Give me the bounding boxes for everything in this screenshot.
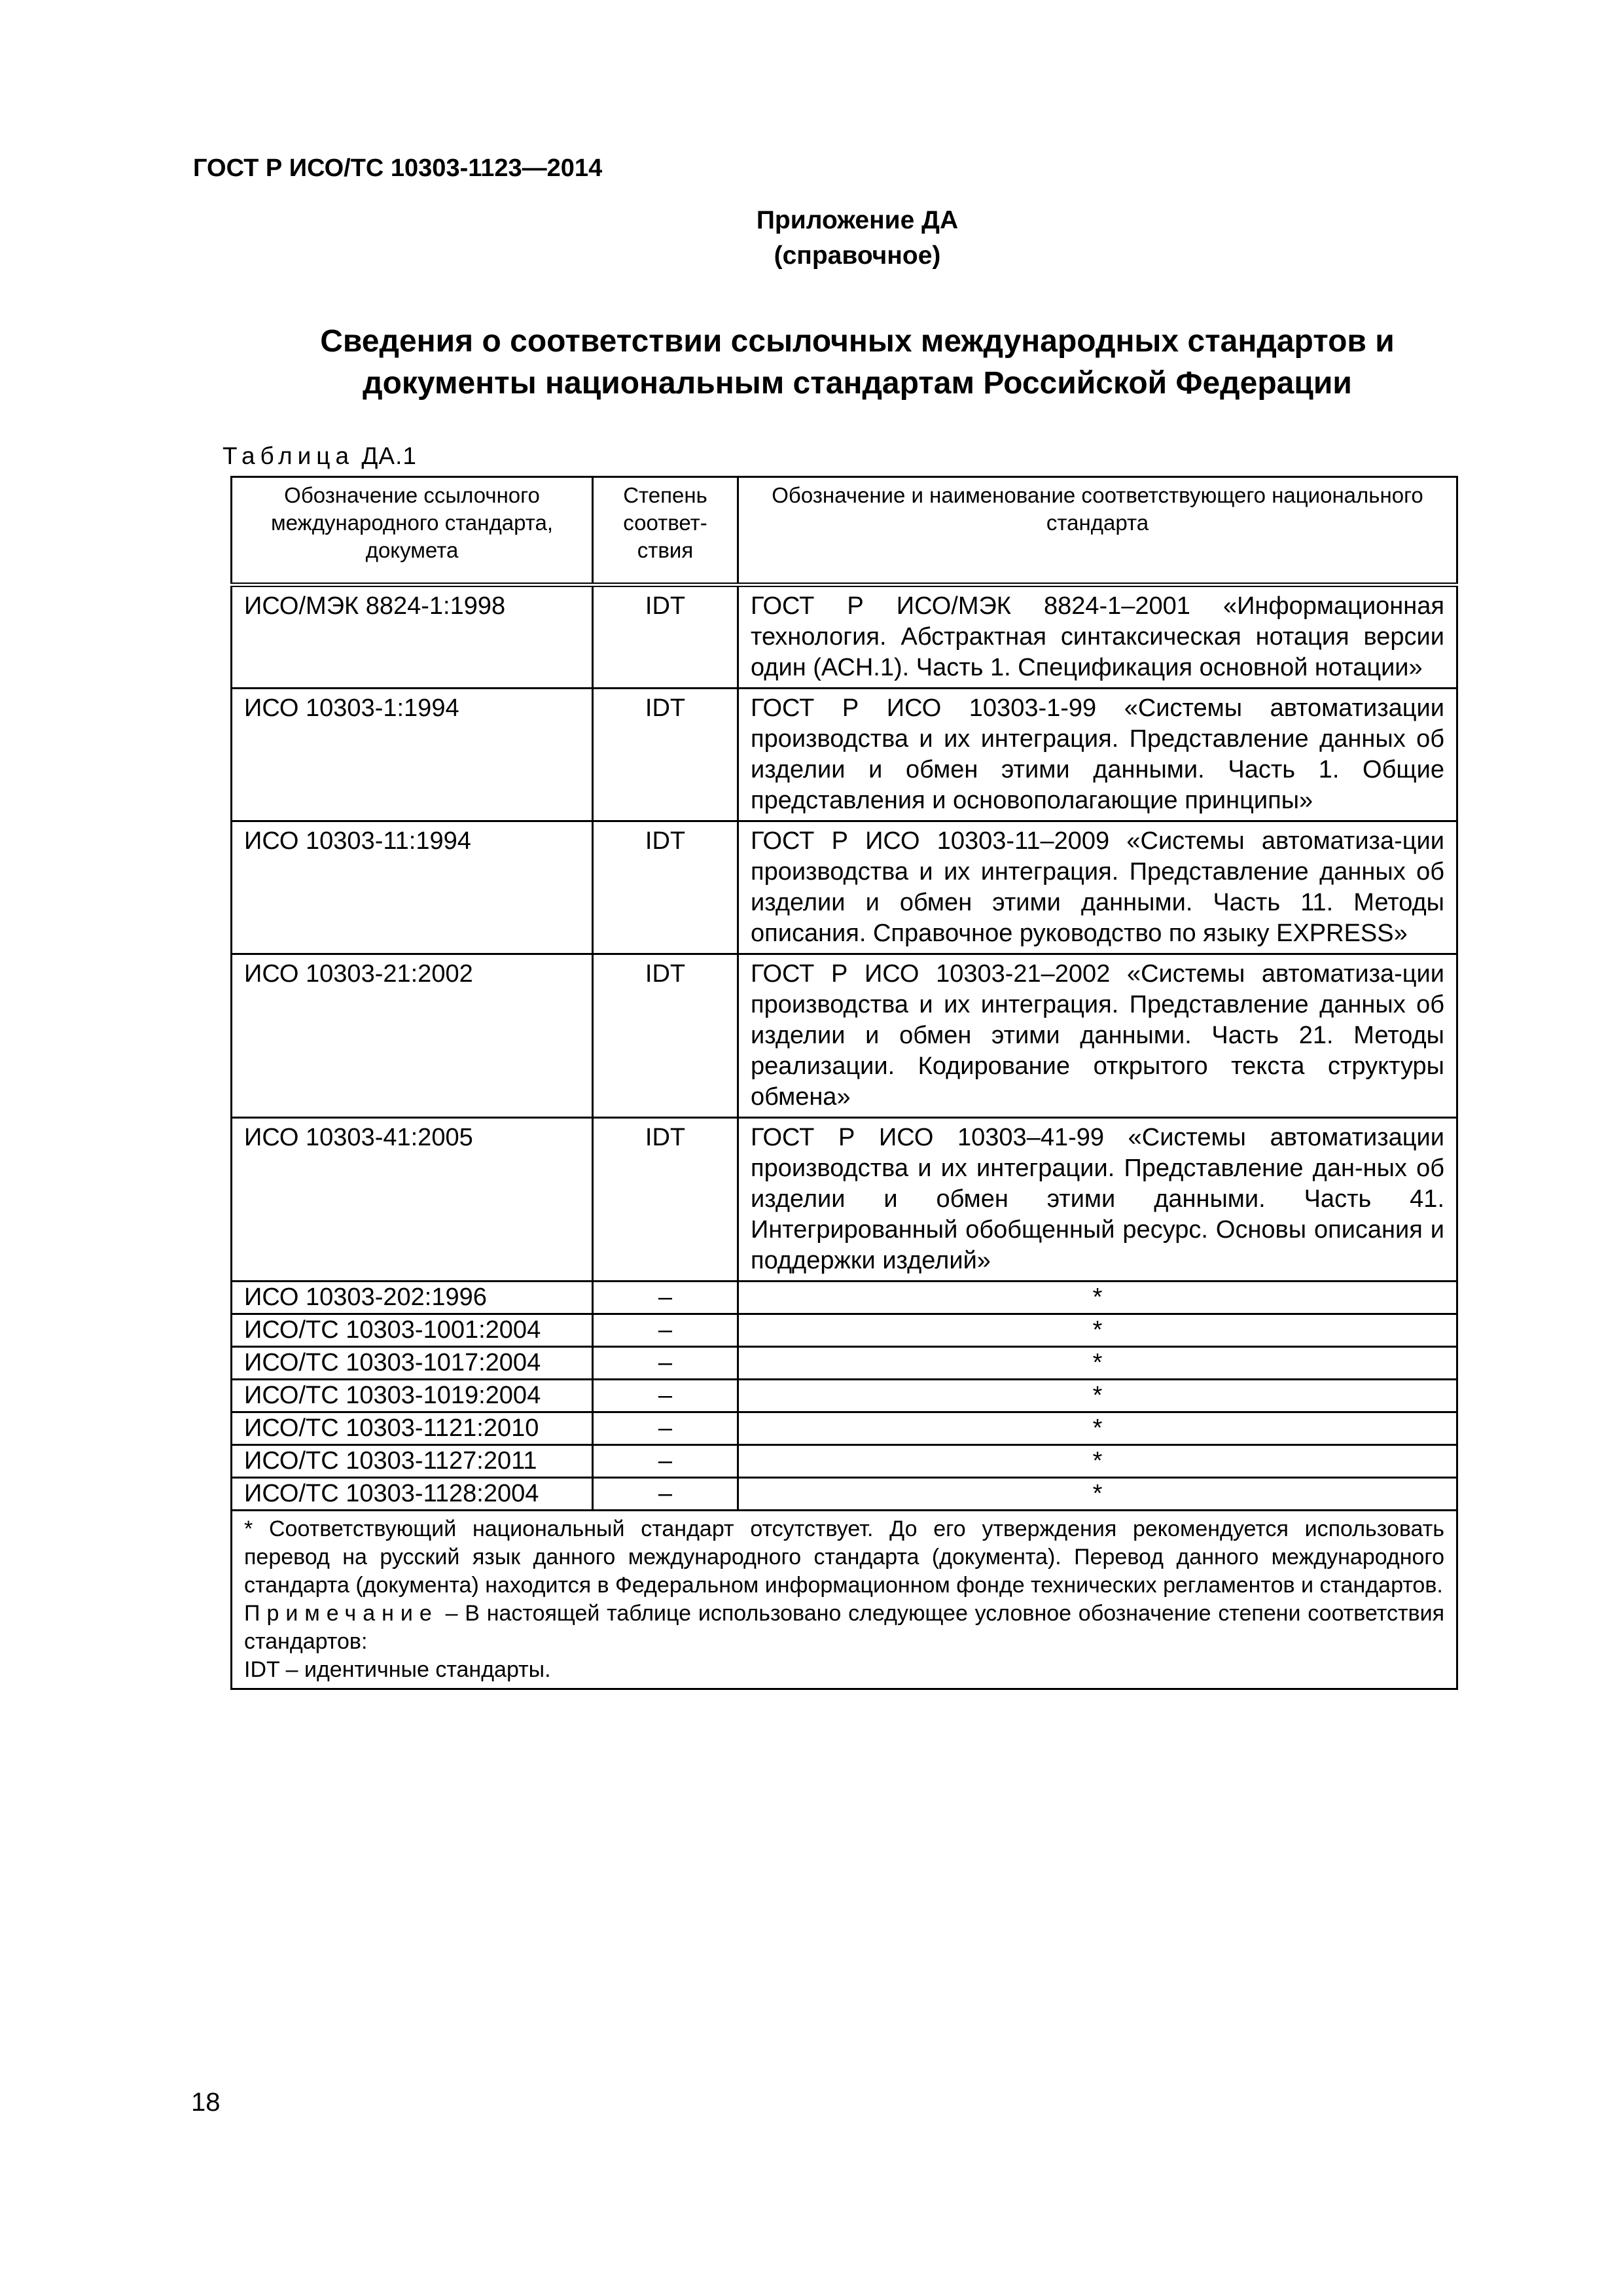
cell-degree: IDT xyxy=(593,821,738,954)
footnote-legend: IDT – идентичные стандарты. xyxy=(244,1657,551,1682)
cell-national: * xyxy=(738,1478,1457,1511)
cell-degree: IDT xyxy=(593,1118,738,1282)
table-row xyxy=(232,1412,1457,1445)
cell-reference: ИСО/ТС 10303-1127:2011 xyxy=(232,1445,593,1478)
cell-national: * xyxy=(738,1412,1457,1445)
cell-reference: ИСО 10303-11:1994 xyxy=(232,821,593,954)
cell-reference: ИСО/ТС 10303-1017:2004 xyxy=(232,1347,593,1380)
table-row xyxy=(232,954,1457,1118)
table-row xyxy=(232,821,1457,954)
cell-reference: ИСО 10303-21:2002 xyxy=(232,954,593,1118)
title-line-1: Сведения о соответствии ссылочных международных стандартов и xyxy=(320,324,1395,359)
standard-code: ГОСТ Р ИСО/ТС 10303-1123—2014 xyxy=(193,154,603,182)
note-text: – В настоящей таблице использовано следующее условное обозначение степени соответствия стандартов: xyxy=(244,1601,1444,1654)
cell-national: ГОСТ Р ИСО 10303-11–2009 «Системы автоматиза-ции производства и их интеграция. Представление данных об изделии и обмен этими данными. Часть 11. Методы описания. Справочное руководство по языку EXPRESS» xyxy=(738,821,1457,954)
cell-degree: IDT xyxy=(593,954,738,1118)
cell-national: * xyxy=(738,1380,1457,1412)
cell-reference: ИСО 10303-1:1994 xyxy=(232,689,593,821)
table-row xyxy=(232,585,1457,689)
cell-national: * xyxy=(738,1282,1457,1314)
cell-degree: IDT xyxy=(593,585,738,689)
cell-national: ГОСТ Р ИСО 10303–41-99 «Системы автоматизации производства и их интеграции. Представление дан-ных об изделии и обмен этими данными. Часть 41. Интегрированный обобщенный ресурс. Основы описания и поддержки изделий» xyxy=(738,1118,1457,1282)
cell-national: * xyxy=(738,1445,1457,1478)
cell-degree: – xyxy=(593,1445,738,1478)
table-row xyxy=(232,1347,1457,1380)
table-caption xyxy=(223,442,417,470)
cell-national: ГОСТ Р ИСО/МЭК 8824-1–2001 «Информационная технология. Абстрактная синтаксическая нотация версии один (АСН.1). Часть 1. Спецификация основной нотации» xyxy=(738,585,1457,689)
table-row xyxy=(232,1380,1457,1412)
cell-national: ГОСТ Р ИСО 10303-1-99 «Системы автоматизации производства и их интеграция. Представление данных об изделии и обмен этими данными. Часть 1. Общие представления и основополагающие принципы» xyxy=(738,689,1457,821)
title-line-2: документы национальным стандартам Российской Федерации xyxy=(363,366,1352,401)
document-title xyxy=(216,321,1499,404)
cell-reference: ИСО/ТС 10303-1001:2004 xyxy=(232,1314,593,1347)
table-row xyxy=(232,689,1457,821)
cell-reference: ИСО 10303-202:1996 xyxy=(232,1282,593,1314)
header-conformity-degree: Степень соответ-ствия xyxy=(593,477,738,585)
cell-reference: ИСО 10303-41:2005 xyxy=(232,1118,593,1282)
cell-degree: – xyxy=(593,1412,738,1445)
table-header-row xyxy=(232,477,1457,585)
cell-national: * xyxy=(738,1314,1457,1347)
table-row xyxy=(232,1282,1457,1314)
table-footnote xyxy=(232,1511,1457,1689)
table-row xyxy=(232,1478,1457,1511)
table-row xyxy=(232,1118,1457,1282)
page-number: 18 xyxy=(191,2088,221,2117)
table-caption-id: ДА.1 xyxy=(361,442,417,469)
standards-table xyxy=(230,476,1458,1690)
cell-reference: ИСО/ТС 10303-1128:2004 xyxy=(232,1478,593,1511)
cell-degree: – xyxy=(593,1380,738,1412)
cell-reference: ИСО/ТС 10303-1019:2004 xyxy=(232,1380,593,1412)
annex-title: Приложение ДА xyxy=(756,206,959,234)
cell-national: * xyxy=(738,1347,1457,1380)
cell-degree: – xyxy=(593,1478,738,1511)
table-row xyxy=(232,1314,1457,1347)
cell-reference: ИСО/ТС 10303-1121:2010 xyxy=(232,1412,593,1445)
cell-degree: – xyxy=(593,1282,738,1314)
table-caption-prefix: Таблица xyxy=(223,442,355,469)
cell-national: ГОСТ Р ИСО 10303-21–2002 «Системы автоматиза-ции производства и их интеграция. Представление данных об изделии и обмен этими данными. Часть 21. Методы реализации. Кодирование открытого текста структуры обмена» xyxy=(738,954,1457,1118)
note-label: Примечание xyxy=(244,1601,438,1626)
cell-reference: ИСО/МЭК 8824-1:1998 xyxy=(232,585,593,689)
cell-degree: – xyxy=(593,1314,738,1347)
table-footnote-row xyxy=(232,1511,1457,1689)
footnote-note xyxy=(244,1600,1444,1656)
cell-degree: – xyxy=(593,1347,738,1380)
annex-subtitle: (справочное) xyxy=(774,242,941,270)
cell-degree: IDT xyxy=(593,689,738,821)
header-national-standard: Обозначение и наименование соответствующего национального стандарта xyxy=(738,477,1457,585)
header-reference-standard: Обозначение ссылочного международного стандарта, докумета xyxy=(232,477,593,585)
footnote-text: * Соответствующий национальный стандарт отсутствует. До его утверждения рекомендуется использовать перевод на русский язык данного международного стандарта (документа). Перевод данного международного стандарта (документа) находится в Федеральном информационном фонде технических регламентов и стандартов. xyxy=(244,1516,1444,1598)
annex-heading xyxy=(681,203,1034,274)
table-row xyxy=(232,1445,1457,1478)
